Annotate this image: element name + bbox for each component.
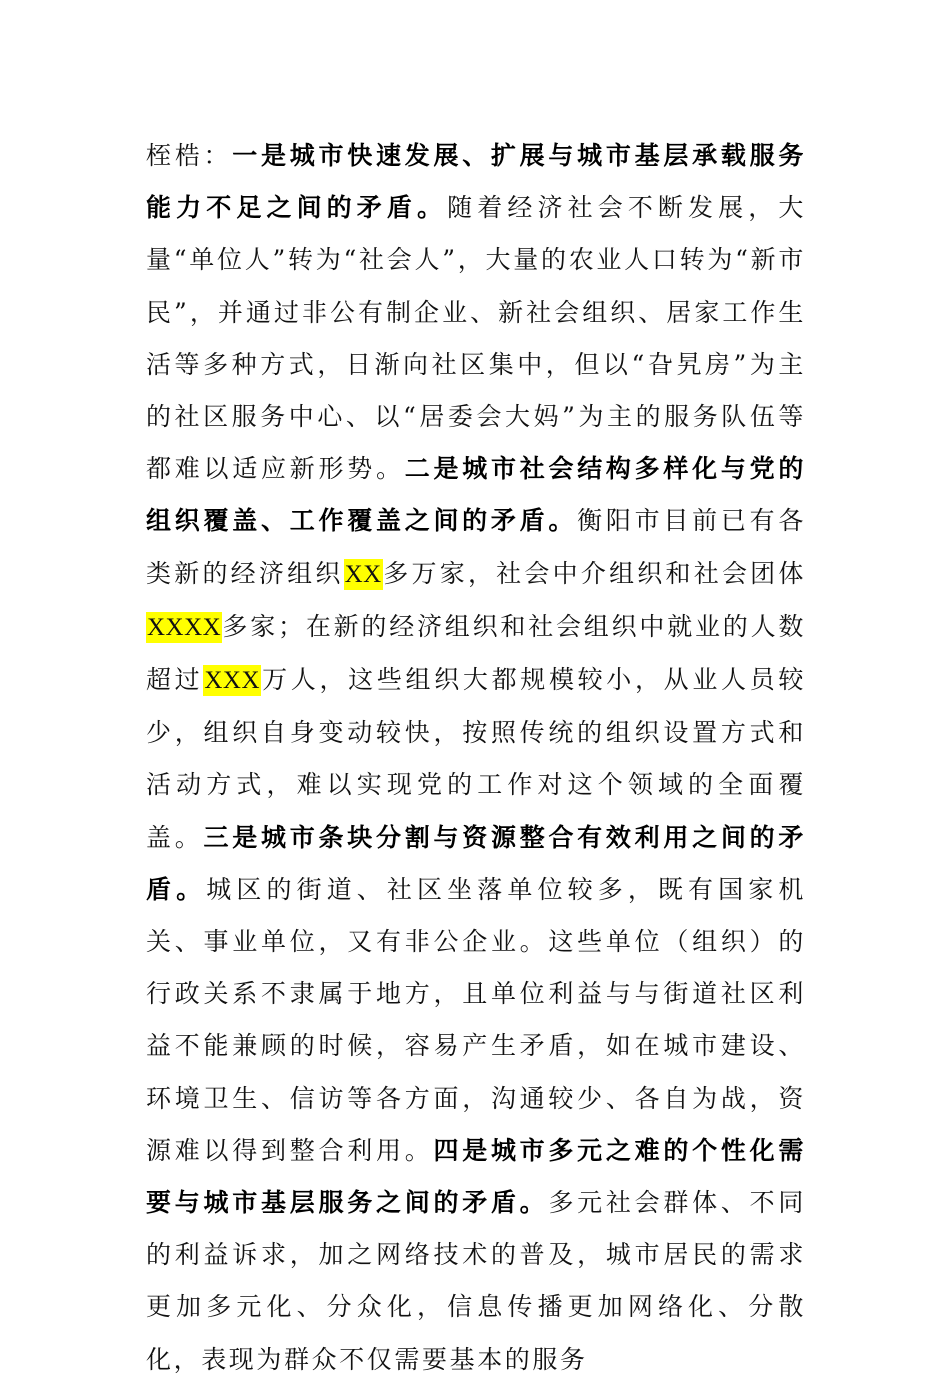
key-point-2: 二是城市社会结构多样化与党的组织覆盖、工作覆盖之间的矛盾。 [146, 454, 807, 536]
text-segment: 多万家，社会中介组织和社会团体 [382, 558, 806, 588]
text-segment: 桎梏： [146, 141, 233, 170]
text-segment: 随着经济社会不断发展，大量“单位人”转为“社会人”，大量的农业人口转为“新市民”，并通过非公有制企业、新社会组织、居家工作生活等多种方式，日渐向社区集中，但以“旮旯房”为主的社区服务中心、以“居委会大妈”为主的服务队伍等都难以适应新形势。 [146, 193, 806, 484]
body-paragraph [146, 130, 806, 1386]
key-point-1: 一是城市快速发展、扩展与城市基层承载服务能力不足之间的矛盾。 [146, 141, 806, 223]
placeholder-highlight: XX [344, 560, 382, 588]
placeholder-highlight: XXXX [147, 613, 222, 641]
placeholder-highlight: XXX [204, 667, 261, 695]
text-segment: 多元社会群体、不同的利益诉求，加之网络技术的普及，城市居民的需求更加多元化、分众化，信息传播更加网络化、分散化，表现为群众不仅需要基本的服务 [146, 1188, 806, 1374]
key-point-3: 三是城市条块分割与资源整合有效利用之间的矛盾。 [146, 822, 806, 904]
text-segment: 城区的街道、社区坐落单位较多，既有国家机关、事业单位，又有非公企业。这些单位（组织）的行政关系不隶属于地方，且单位利益与与街道社区利益不能兼顾的时候，容易产生矛盾，如在城市建设、环境卫生、信访等各方面，沟通较少、各自为战，资源难以得到整合利用。 [146, 874, 806, 1165]
text-segment: 多家；在新的经济组织和社会组织中就业的人数超过 [146, 611, 806, 695]
key-point-4: 四是城市多元之难的个性化需要与城市基层服务之间的矛盾。 [146, 1135, 806, 1218]
text-segment: 衡阳市目前已有各类新的经济组织 [146, 506, 806, 588]
text-segment: 万人，这些组织大都规模较小，从业人员较少，组织自身变动较快，按照传统的组织设置方式和活动方式，难以实现党的工作对这个领域的全面覆盖。 [146, 665, 807, 852]
